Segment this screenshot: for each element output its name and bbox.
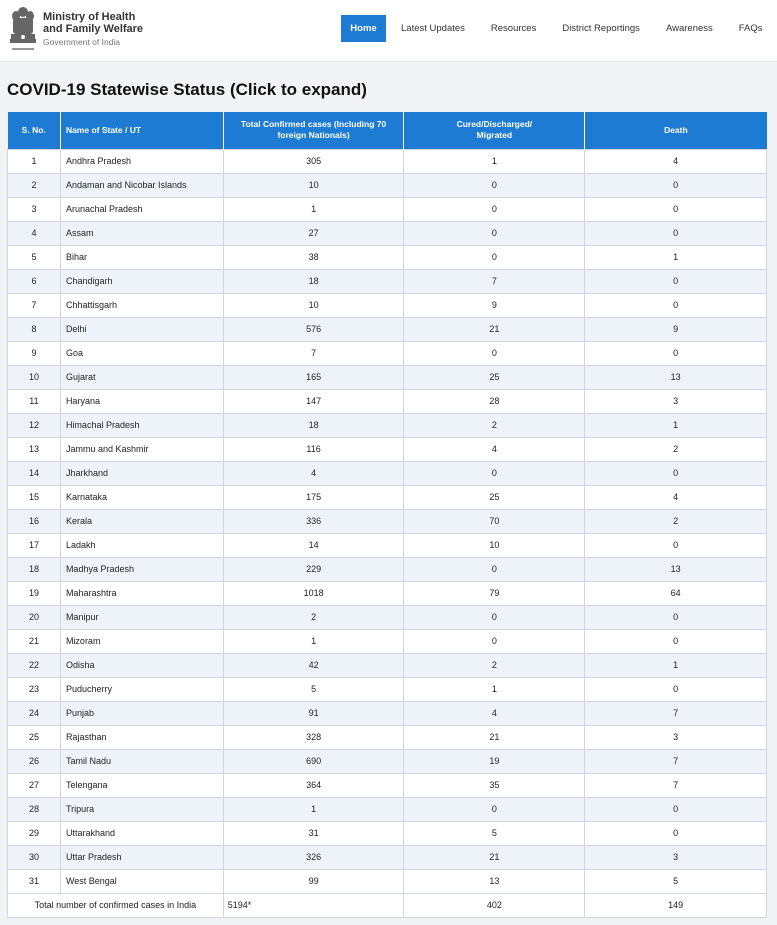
nav-district-reportings[interactable]: District Reportings	[562, 23, 640, 34]
national-emblem-icon[interactable]	[7, 4, 39, 56]
cell-sno: 21	[8, 629, 61, 653]
cell-state-name: Uttar Pradesh	[60, 845, 223, 869]
cell-state-name: Uttarakhand	[60, 821, 223, 845]
header-cured-line2: Migrated	[476, 130, 513, 141]
cell-state-name: Andhra Pradesh	[60, 149, 223, 173]
table-row[interactable]	[8, 197, 767, 221]
cell-confirmed: 1	[223, 197, 404, 221]
cell-confirmed: 18	[223, 269, 404, 293]
table-row[interactable]	[8, 605, 767, 629]
header-state-name: Name of State / UT	[60, 112, 223, 149]
cell-sno: 30	[8, 845, 61, 869]
cell-death: 0	[585, 461, 767, 485]
cell-sno: 9	[8, 341, 61, 365]
table-row[interactable]	[8, 773, 767, 797]
cell-confirmed: 576	[223, 317, 404, 341]
table-row[interactable]	[8, 269, 767, 293]
cell-confirmed: 328	[223, 725, 404, 749]
cell-death: 64	[585, 581, 767, 605]
cell-state-name: Bihar	[60, 245, 223, 269]
cell-cured: 2	[404, 653, 585, 677]
cell-death: 0	[585, 605, 767, 629]
cell-state-name: Telengana	[60, 773, 223, 797]
cell-sno: 6	[8, 269, 61, 293]
cell-confirmed: 99	[223, 869, 404, 893]
cell-confirmed: 1018	[223, 581, 404, 605]
cell-cured: 0	[404, 461, 585, 485]
table-row[interactable]	[8, 221, 767, 245]
cell-death: 0	[585, 629, 767, 653]
cell-cured: 0	[404, 629, 585, 653]
header-confirmed-line1: Total Confirmed cases (Including 70	[240, 119, 387, 130]
cell-death: 2	[585, 437, 767, 461]
cell-sno: 23	[8, 677, 61, 701]
table-row[interactable]	[8, 749, 767, 773]
nav-resources[interactable]: Resources	[490, 23, 537, 34]
header-confirmed-line2: foreign Nationals)	[277, 130, 350, 141]
cell-death: 0	[585, 269, 767, 293]
cell-confirmed: 116	[223, 437, 404, 461]
cell-confirmed: 4	[223, 461, 404, 485]
cell-state-name: Madhya Pradesh	[60, 557, 223, 581]
cell-sno: 24	[8, 701, 61, 725]
header-cured	[404, 112, 585, 149]
cell-cured: 25	[404, 485, 585, 509]
cell-cured: 0	[404, 557, 585, 581]
cell-state-name: Arunachal Pradesh	[60, 197, 223, 221]
cell-state-name: Tripura	[60, 797, 223, 821]
cell-death: 0	[585, 677, 767, 701]
cell-sno: 14	[8, 461, 61, 485]
cell-death: 3	[585, 389, 767, 413]
table-row[interactable]	[8, 533, 767, 557]
table-row[interactable]	[8, 365, 767, 389]
main-nav	[341, 15, 776, 42]
cell-death: 13	[585, 557, 767, 581]
cell-confirmed: 1	[223, 797, 404, 821]
cell-state-name: Jammu and Kashmir	[60, 437, 223, 461]
cell-sno: 19	[8, 581, 61, 605]
cell-confirmed: 27	[223, 221, 404, 245]
cell-sno: 31	[8, 869, 61, 893]
cell-death: 0	[585, 221, 767, 245]
cell-death: 0	[585, 533, 767, 557]
cell-state-name: Punjab	[60, 701, 223, 725]
cell-cured: 70	[404, 509, 585, 533]
table-row[interactable]	[8, 629, 767, 653]
cell-cured: 25	[404, 365, 585, 389]
cell-sno: 13	[8, 437, 61, 461]
cell-state-name: Haryana	[60, 389, 223, 413]
cell-death: 4	[585, 149, 767, 173]
cell-cured: 10	[404, 533, 585, 557]
cell-cured: 0	[404, 197, 585, 221]
cell-cured: 0	[404, 605, 585, 629]
table-header-row	[8, 112, 767, 149]
cell-death: 0	[585, 821, 767, 845]
cell-confirmed: 18	[223, 413, 404, 437]
table-row[interactable]	[8, 293, 767, 317]
cell-confirmed: 336	[223, 509, 404, 533]
cell-confirmed: 364	[223, 773, 404, 797]
table-row[interactable]	[8, 653, 767, 677]
cell-death: 7	[585, 701, 767, 725]
table-row[interactable]	[8, 437, 767, 461]
cell-death: 0	[585, 197, 767, 221]
cell-confirmed: 10	[223, 293, 404, 317]
cell-cured: 0	[404, 173, 585, 197]
cell-state-name: Kerala	[60, 509, 223, 533]
cell-state-name: Himachal Pradesh	[60, 413, 223, 437]
cell-state-name: Delhi	[60, 317, 223, 341]
cell-sno: 11	[8, 389, 61, 413]
table-row[interactable]	[8, 149, 767, 173]
cell-confirmed: 165	[223, 365, 404, 389]
table-row[interactable]	[8, 245, 767, 269]
table-row[interactable]	[8, 173, 767, 197]
cell-sno: 12	[8, 413, 61, 437]
cell-confirmed: 175	[223, 485, 404, 509]
cell-sno: 28	[8, 797, 61, 821]
cell-sno: 22	[8, 653, 61, 677]
table-row[interactable]	[8, 389, 767, 413]
table-row[interactable]	[8, 869, 767, 893]
cell-state-name: Ladakh	[60, 533, 223, 557]
cell-state-name: Maharashtra	[60, 581, 223, 605]
cell-state-name: Chhattisgarh	[60, 293, 223, 317]
nav-latest-updates[interactable]: Latest Updates	[401, 23, 465, 34]
cell-cured: 79	[404, 581, 585, 605]
table-row[interactable]	[8, 797, 767, 821]
cell-cured: 1	[404, 677, 585, 701]
header-confirmed	[223, 112, 404, 149]
cell-confirmed: 14	[223, 533, 404, 557]
cell-sno: 16	[8, 509, 61, 533]
table-row[interactable]	[8, 725, 767, 749]
cell-confirmed: 42	[223, 653, 404, 677]
cell-state-name: Andaman and Nicobar Islands	[60, 173, 223, 197]
cell-state-name: Puducherry	[60, 677, 223, 701]
cell-confirmed: 2	[223, 605, 404, 629]
cell-cured: 28	[404, 389, 585, 413]
cell-state-name: Jharkhand	[60, 461, 223, 485]
table-row[interactable]	[8, 557, 767, 581]
cell-state-name: Karnataka	[60, 485, 223, 509]
cell-cured: 4	[404, 437, 585, 461]
cell-cured: 0	[404, 797, 585, 821]
table-row[interactable]	[8, 701, 767, 725]
cell-death: 3	[585, 725, 767, 749]
cell-state-name: Mizoram	[60, 629, 223, 653]
cell-cured: 4	[404, 701, 585, 725]
cell-death: 4	[585, 485, 767, 509]
ministry-line1: Ministry of Health	[43, 11, 136, 23]
table-row[interactable]	[8, 341, 767, 365]
table-row[interactable]	[8, 413, 767, 437]
cell-confirmed: 31	[223, 821, 404, 845]
government-subtitle: Government of India	[43, 37, 121, 47]
cell-death: 1	[585, 413, 767, 437]
table-row[interactable]	[8, 509, 767, 533]
cell-sno: 1	[8, 149, 61, 173]
cell-sno: 3	[8, 197, 61, 221]
cell-death: 7	[585, 749, 767, 773]
cell-state-name: Odisha	[60, 653, 223, 677]
cell-cured: 5	[404, 821, 585, 845]
cell-sno: 7	[8, 293, 61, 317]
cell-cured: 35	[404, 773, 585, 797]
table-row[interactable]	[8, 485, 767, 509]
header-sno: S. No.	[8, 112, 61, 149]
cell-confirmed: 91	[223, 701, 404, 725]
cell-death: 0	[585, 173, 767, 197]
cell-confirmed: 38	[223, 245, 404, 269]
cell-confirmed: 1	[223, 629, 404, 653]
cell-sno: 2	[8, 173, 61, 197]
total-death: 149	[585, 893, 767, 917]
cell-confirmed: 305	[223, 149, 404, 173]
cell-confirmed: 10	[223, 173, 404, 197]
cell-death: 13	[585, 365, 767, 389]
cell-sno: 26	[8, 749, 61, 773]
page-title[interactable]: COVID-19 Statewise Status (Click to expand)	[7, 80, 367, 99]
cell-cured: 21	[404, 725, 585, 749]
cell-death: 1	[585, 653, 767, 677]
cell-cured: 7	[404, 269, 585, 293]
cell-confirmed: 5	[223, 677, 404, 701]
total-confirmed: 5194*	[223, 893, 404, 917]
header-death: Death	[585, 112, 767, 149]
cell-cured: 21	[404, 317, 585, 341]
nav-faqs[interactable]: FAQs	[738, 23, 763, 34]
cell-sno: 15	[8, 485, 61, 509]
cell-sno: 5	[8, 245, 61, 269]
cell-cured: 0	[404, 341, 585, 365]
cell-cured: 0	[404, 221, 585, 245]
cell-death: 2	[585, 509, 767, 533]
cell-state-name: Chandigarh	[60, 269, 223, 293]
cell-confirmed: 690	[223, 749, 404, 773]
nav-awareness[interactable]: Awareness	[665, 23, 713, 34]
cell-death: 9	[585, 317, 767, 341]
nav-home[interactable]: Home	[341, 15, 386, 42]
cell-state-name: Assam	[60, 221, 223, 245]
cell-death: 0	[585, 293, 767, 317]
table-row[interactable]	[8, 845, 767, 869]
cell-confirmed: 147	[223, 389, 404, 413]
cell-death: 7	[585, 773, 767, 797]
cell-state-name: Rajasthan	[60, 725, 223, 749]
statewise-table	[7, 112, 767, 918]
total-cured: 402	[404, 893, 585, 917]
cell-sno: 27	[8, 773, 61, 797]
cell-sno: 29	[8, 821, 61, 845]
table-row[interactable]	[8, 461, 767, 485]
cell-death: 1	[585, 245, 767, 269]
cell-cured: 21	[404, 845, 585, 869]
cell-sno: 8	[8, 317, 61, 341]
total-row	[8, 893, 767, 917]
table-row[interactable]	[8, 821, 767, 845]
table-row[interactable]	[8, 317, 767, 341]
cell-death: 0	[585, 341, 767, 365]
ministry-line2: and Family Welfare	[43, 22, 144, 35]
table-row[interactable]	[8, 677, 767, 701]
cell-sno: 25	[8, 725, 61, 749]
site-header	[0, 0, 777, 62]
cell-cured: 2	[404, 413, 585, 437]
cell-sno: 17	[8, 533, 61, 557]
cell-state-name: Tamil Nadu	[60, 749, 223, 773]
cell-confirmed: 229	[223, 557, 404, 581]
cell-death: 0	[585, 797, 767, 821]
total-label: Total number of confirmed cases in India	[8, 893, 224, 917]
ministry-name[interactable]	[43, 12, 163, 35]
cell-cured: 9	[404, 293, 585, 317]
cell-state-name: Manipur	[60, 605, 223, 629]
cell-sno: 18	[8, 557, 61, 581]
cell-state-name: West Bengal	[60, 869, 223, 893]
cell-death: 3	[585, 845, 767, 869]
cell-sno: 10	[8, 365, 61, 389]
table-row[interactable]	[8, 581, 767, 605]
header-cured-line1: Cured/Discharged/	[456, 119, 533, 130]
cell-cured: 19	[404, 749, 585, 773]
cell-cured: 1	[404, 149, 585, 173]
cell-confirmed: 326	[223, 845, 404, 869]
cell-sno: 4	[8, 221, 61, 245]
cell-state-name: Goa	[60, 341, 223, 365]
cell-cured: 13	[404, 869, 585, 893]
cell-sno: 20	[8, 605, 61, 629]
cell-death: 5	[585, 869, 767, 893]
cell-state-name: Gujarat	[60, 365, 223, 389]
cell-cured: 0	[404, 245, 585, 269]
cell-confirmed: 7	[223, 341, 404, 365]
